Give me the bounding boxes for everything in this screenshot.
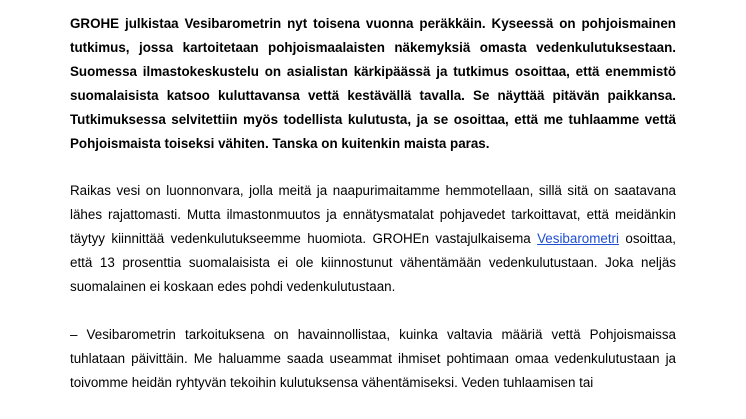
body-paragraph-3: – Vesibarometrin tarkoituksena on havainnollistaa, kuinka valtavia määriä vettä Pohjoismaissa tuhlataan päivittäin. Me haluamme saada useammat ihmiset pohtimaan omaa vedenkulutustaan ja toivomme heidän ryhtyvän tekoihin kulutuksensa vähentämiseksi. Veden tuhlaamisen tai	[70, 327, 676, 390]
vesibarometri-link[interactable]: Vesibarometri	[537, 231, 619, 246]
body-paragraph-2	[70, 179, 676, 299]
document-page	[70, 12, 676, 395]
paragraph-2-text-before-link: Raikas vesi on luonnonvara, jolla meitä ja naapurimaitamme hemmotellaan, sillä sitä on saatavana lähes rajattomasti. Mutta ilmastonmuutos ja ennätysmatalat pohjavedet tarkoittavat, että meidänkin täytyy kiinnittää vedenkulutukseemme huomiota. GROHEn vastajulkaisema	[70, 183, 676, 246]
paragraph-2-text-after-link: osoittaa, että 13 prosenttia suomalaisista ei ole kiinnostunut vähentämään vedenkulutustaan. Joka neljäs suomalainen ei koskaan edes pohdi vedenkulutustaan.	[70, 231, 677, 294]
lead-paragraph: GROHE julkistaa Vesibarometrin nyt toisena vuonna peräkkäin. Kyseessä on pohjoismainen tutkimus, jossa kartoitetaan pohjoismaalaisten näkemyksiä omasta vedenkulutuksestaan. Suomessa ilmastokeskustelu on asialistan kärkipäässä ja tutkimus osoittaa, että enemmistö suomalaisista katsoo kuluttavansa vettä kestävällä tavalla. Se näyttää pitävän paikkansa. Tutkimuksessa selvitettiin myös todellista kulutusta, ja se osoittaa, että me tuhlaamme vettä Pohjoismaista toiseksi vähiten. Tanska on kuitenkin maista paras.	[70, 16, 676, 151]
